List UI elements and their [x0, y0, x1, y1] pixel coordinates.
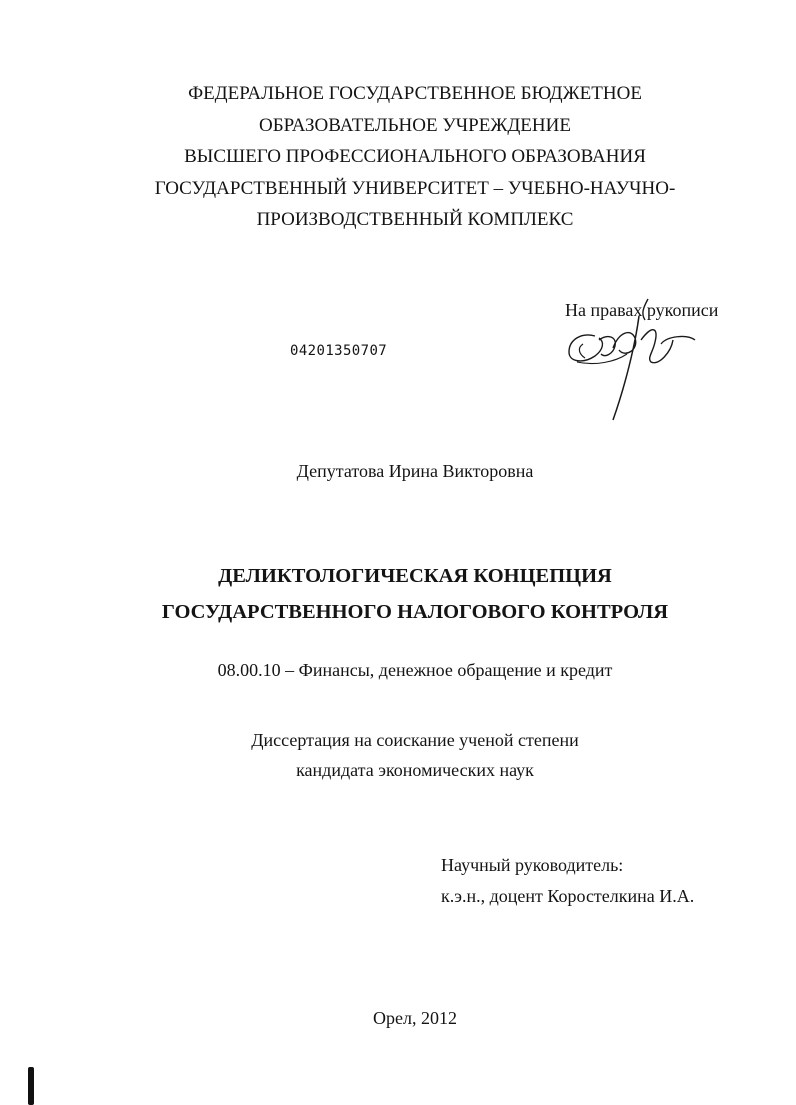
- institution-line: ВЫСШЕГО ПРОФЕССИОНАЛЬНОГО ОБРАЗОВАНИЯ: [184, 146, 646, 168]
- title-line: ГОСУДАРСТВЕННОГО НАЛОГОВОГО КОНТРОЛЯ: [161, 601, 669, 623]
- document-barcode-number: 04201350707: [290, 343, 388, 359]
- degree-statement: [0, 725, 796, 785]
- degree-line: Диссертация на соискание ученой степени: [251, 730, 579, 750]
- advisor-label: Научный руководитель:: [441, 855, 624, 875]
- institution-line: ОБРАЗОВАТЕЛЬНОЕ УЧРЕЖДЕНИЕ: [259, 114, 571, 136]
- scientific-advisor: [441, 850, 694, 912]
- author-name: Депутатова Ирина Викторовна: [296, 461, 534, 481]
- institution-line: ПРОИЗВОДСТВЕННЫЙ КОМПЛЕКС: [256, 209, 574, 231]
- institution-line: ГОСУДАРСТВЕННЫЙ УНИВЕРСИТЕТ – УЧЕБНО-НАУЧНО-: [154, 177, 676, 199]
- handwritten-signature: [555, 296, 705, 424]
- degree-line: кандидата экономических наук: [296, 760, 534, 780]
- scan-edge-mark: [28, 1067, 34, 1105]
- specialty-code: 08.00.10 – Финансы, денежное обращение и кредит: [217, 660, 613, 680]
- institution-header: [0, 78, 796, 236]
- city-year: Орел, 2012: [373, 1008, 457, 1028]
- title-line: ДЕЛИКТОЛОГИЧЕСКАЯ КОНЦЕПЦИЯ: [218, 565, 612, 587]
- dissertation-title: [0, 558, 796, 630]
- advisor-name: к.э.н., доцент Коростелкина И.А.: [441, 886, 695, 906]
- manuscript-rights-note: На правах рукописи: [565, 300, 719, 320]
- institution-line: ФЕДЕРАЛЬНОЕ ГОСУДАРСТВЕННОЕ БЮДЖЕТНОЕ: [188, 83, 642, 104]
